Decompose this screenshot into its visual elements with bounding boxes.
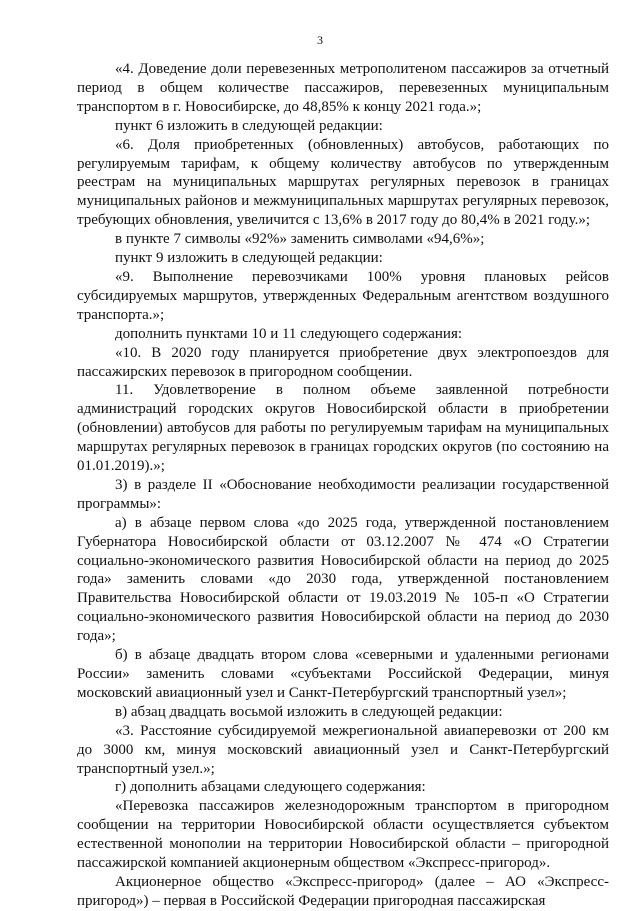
paragraph: «6. Доля приобретенных (обновленных) автобусов, работающих по регулируемым тарифам, к общему количеству автобусов по утвержденным реестрам на муниципальных маршрутах регулярных перевозок в границах муниципальных районов и межмуниципальных маршрутах регулярных перевозок, требующих обновления, увеличится с 13,6% в 2017 году до 80,4% в 2021 году.»;: [77, 136, 609, 229]
paragraph: «4. Доведение доли перевезенных метрополитеном пассажиров за отчетный период в общем количестве пассажиров, перевезенных муниципальным транспортом в г. Новосибирске, до 48,85% к концу 2021 года.»;: [77, 61, 609, 115]
page-number: 3: [317, 33, 323, 47]
paragraph: 11. Удовлетворение в полном объеме заявленной потребности администраций городских округов Новосибирской области в приобретении (обновлении) автобусов для работы по регулируемым тарифам на муниципальных маршрутах регулярных перевозок в границах городских округов (по состоянию на 01.01.2019).»;: [77, 382, 609, 475]
paragraph: «Перевозка пассажиров железнодорожным транспортом в пригородном сообщении на территории Новосибирской области осуществляется субъектом естественной монополии на территории Новосибирской области – пригородной пассажирской компанией акционерным обществом «Экспресс-пригород».: [77, 798, 609, 872]
document-body: [77, 60, 609, 911]
paragraph: пункт 9 изложить в следующей редакции:: [115, 250, 383, 267]
paragraph: «10. В 2020 году планируется приобретение двух электропоездов для пассажирских перевозок в пригородном сообщении.: [77, 344, 609, 380]
paragraph: в) абзац двадцать восьмой изложить в следующей редакции:: [115, 703, 503, 720]
paragraph: Акционерное общество «Экспресс-пригород» (далее – АО «Экспресс-пригород») – первая в Российской Федерации пригородная пассажирская: [77, 873, 609, 909]
paragraph: дополнить пунктами 10 и 11 следующего содержания:: [115, 325, 463, 342]
paragraph: пункт 6 изложить в следующей редакции:: [115, 117, 383, 134]
paragraph: «9. Выполнение перевозчиками 100% уровня плановых рейсов субсидируемых маршрутов, утвержденных Федеральным агентством воздушного транспорта.»;: [77, 268, 609, 323]
paragraph: г) дополнить абзацами следующего содержания:: [115, 779, 426, 796]
paragraph: 3) в разделе II «Обоснование необходимости реализации государственной программы»:: [77, 476, 609, 512]
paragraph: б) в абзаце двадцать втором слова «северными и удаленными регионами России» заменить словами «субъектами Российской Федерации, минуя московский авиационный узел и Санкт-Петербургский транспортный узел»;: [77, 647, 609, 701]
paragraph: в пункте 7 символы «92%» заменить символами «94,6%»;: [115, 231, 485, 248]
paragraph: «3. Расстояние субсидируемой межрегиональной авиаперевозки от 200 км до 3000 км, минуя московский авиационный узел и Санкт-Петербургский транспортный узел.»;: [77, 722, 609, 777]
paragraph: а) в абзаце первом слова «до 2025 года, утвержденной постановлением Губернатора Новосибирской области от 03.12.2007 № 474 «О Стратегии социально-экономического развития Новосибирской области на период до 2025 года» заменить словами «до 2030 года, утвержденной постановлением Правительства Новосибирской области от 19.03.2019 № 105-п «О Стратегии социально-экономического развития Новосибирской области на период до 2030 года»;: [77, 514, 609, 645]
